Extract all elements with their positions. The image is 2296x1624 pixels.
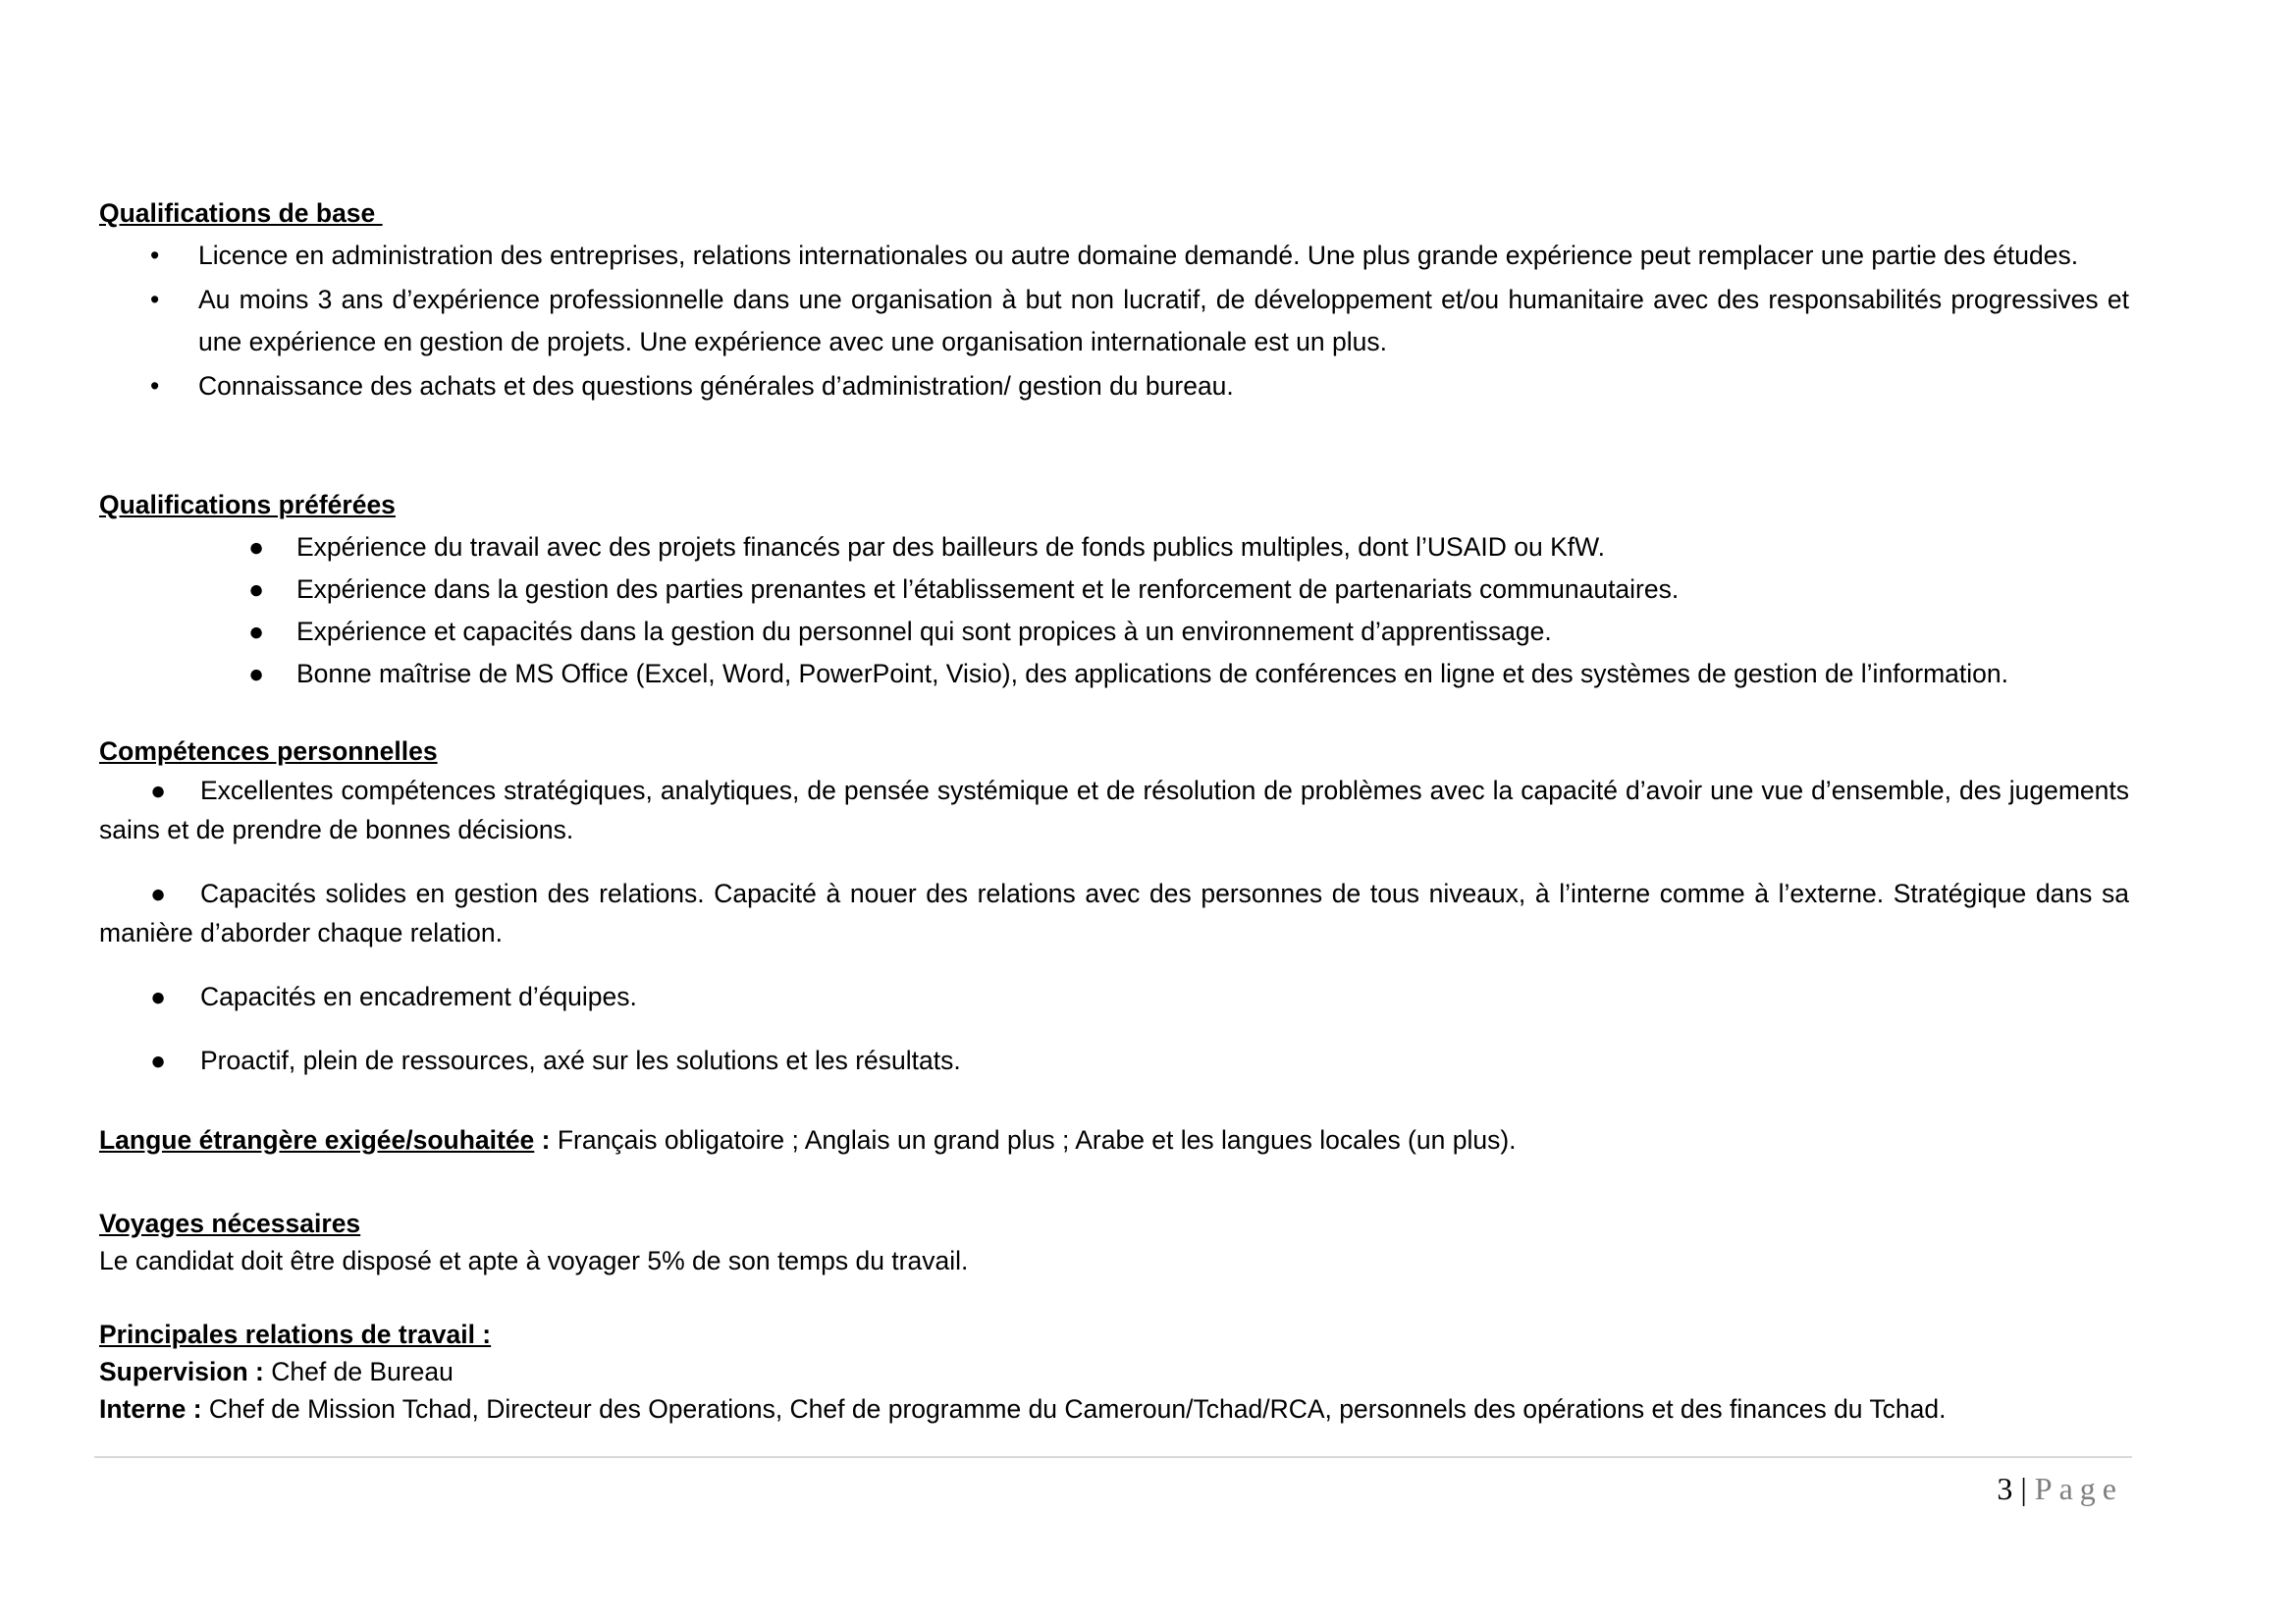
bullet-list (99, 235, 2129, 407)
bullet-icon: ● (150, 776, 167, 805)
bullet-icon: ● (248, 617, 265, 646)
section-language: Langue étrangère exigée/souhaitée : Français obligatoire ; Anglais un grand plus ; Arabe et les langues locales (un plus). (99, 1125, 1517, 1155)
list-item: • Licence en administration des entreprises, relations internationales ou autre domaine demandé. Une plus grande expérience peut remplacer une partie des études. (99, 235, 2129, 277)
page-number: 3 (1997, 1471, 2013, 1506)
section-heading: Qualifications de base (99, 198, 383, 228)
bullet-icon: ● (248, 532, 265, 562)
page-footer: 3 | Page (1997, 1471, 2123, 1506)
section-heading: Compétences personnelles (99, 736, 438, 766)
bullet-list (99, 771, 2129, 1080)
section-personal-competencies (99, 731, 2129, 1105)
section-heading: Voyages nécessaires (99, 1209, 361, 1238)
footer-divider (94, 1456, 2132, 1458)
list-item: ● Expérience dans la gestion des parties prenantes et l’établissement et le renforcement de partenariats communautaires. (99, 568, 2129, 611)
list-item: ● Capacités solides en gestion des relations. Capacité à nouer des relations avec des personnes de tous niveaux, à l’interne comme à l’externe. Stratégique dans sa manière d’aborder chaque relation. (99, 874, 2129, 952)
section-base-qualifications (99, 192, 2129, 407)
section-working-relations (99, 1316, 2129, 1428)
supervision-line: Supervision : Chef de Bureau (99, 1357, 454, 1386)
bullet-icon: ● (248, 574, 265, 604)
bullet-list (99, 526, 2129, 695)
language-requirements: Français obligatoire ; Anglais un grand plus ; Arabe et les langues locales (un plus). (557, 1125, 1517, 1155)
list-item: • Connaissance des achats et des questions générales d’administration/ gestion du bureau. (99, 365, 2129, 407)
section-heading: Principales relations de travail : (99, 1320, 492, 1349)
section-heading: Langue étrangère exigée/souhaitée (99, 1125, 535, 1155)
section-travel (99, 1205, 2129, 1279)
bullet-icon: • (150, 285, 160, 314)
travel-text: Le candidat doit être disposé et apte à voyager 5% de son temps du travail. (99, 1246, 969, 1275)
list-item: ● Bonne maîtrise de MS Office (Excel, Word, PowerPoint, Visio), des applications de conférences en ligne et des systèmes de gestion de l’information. (99, 653, 2129, 695)
list-item: ● Excellentes compétences stratégiques, analytiques, de pensée systémique et de résolution de problèmes avec la capacité d’avoir une vue d’ensemble, des jugements sains et de prendre de bonnes décisions. (99, 771, 2129, 849)
list-item: ● Proactif, plein de ressources, axé sur les solutions et les résultats. (99, 1041, 2129, 1080)
list-item: • Au moins 3 ans d’expérience professionnelle dans une organisation à but non lucratif, de développement et/ou humanitaire avec des responsabilités progressives et une expérience en gestion de projets. Une expérience avec une organisation internationale est un plus. (99, 279, 2129, 363)
list-item: ● Capacités en encadrement d’équipes. (99, 977, 2129, 1016)
bullet-icon: ● (150, 1046, 167, 1075)
bullet-icon: • (150, 371, 160, 401)
bullet-icon: ● (248, 659, 265, 688)
section-heading: Qualifications préférées (99, 490, 396, 519)
bullet-icon: ● (150, 879, 167, 908)
bullet-icon: ● (150, 982, 167, 1011)
section-preferred-qualifications (99, 484, 2129, 695)
internal-line: Interne : Chef de Mission Tchad, Directeur des Operations, Chef de programme du Cameroun/Tchad/RCA, personnels des opérations et des finances du Tchad. (99, 1394, 1947, 1424)
list-item: ● Expérience du travail avec des projets financés par des bailleurs de fonds publics multiples, dont l’USAID ou KfW. (99, 526, 2129, 568)
bullet-icon: • (150, 241, 160, 270)
page-word: Page (2034, 1471, 2123, 1506)
list-item: ● Expérience et capacités dans la gestion du personnel qui sont propices à un environnement d’apprentissage. (99, 611, 2129, 653)
